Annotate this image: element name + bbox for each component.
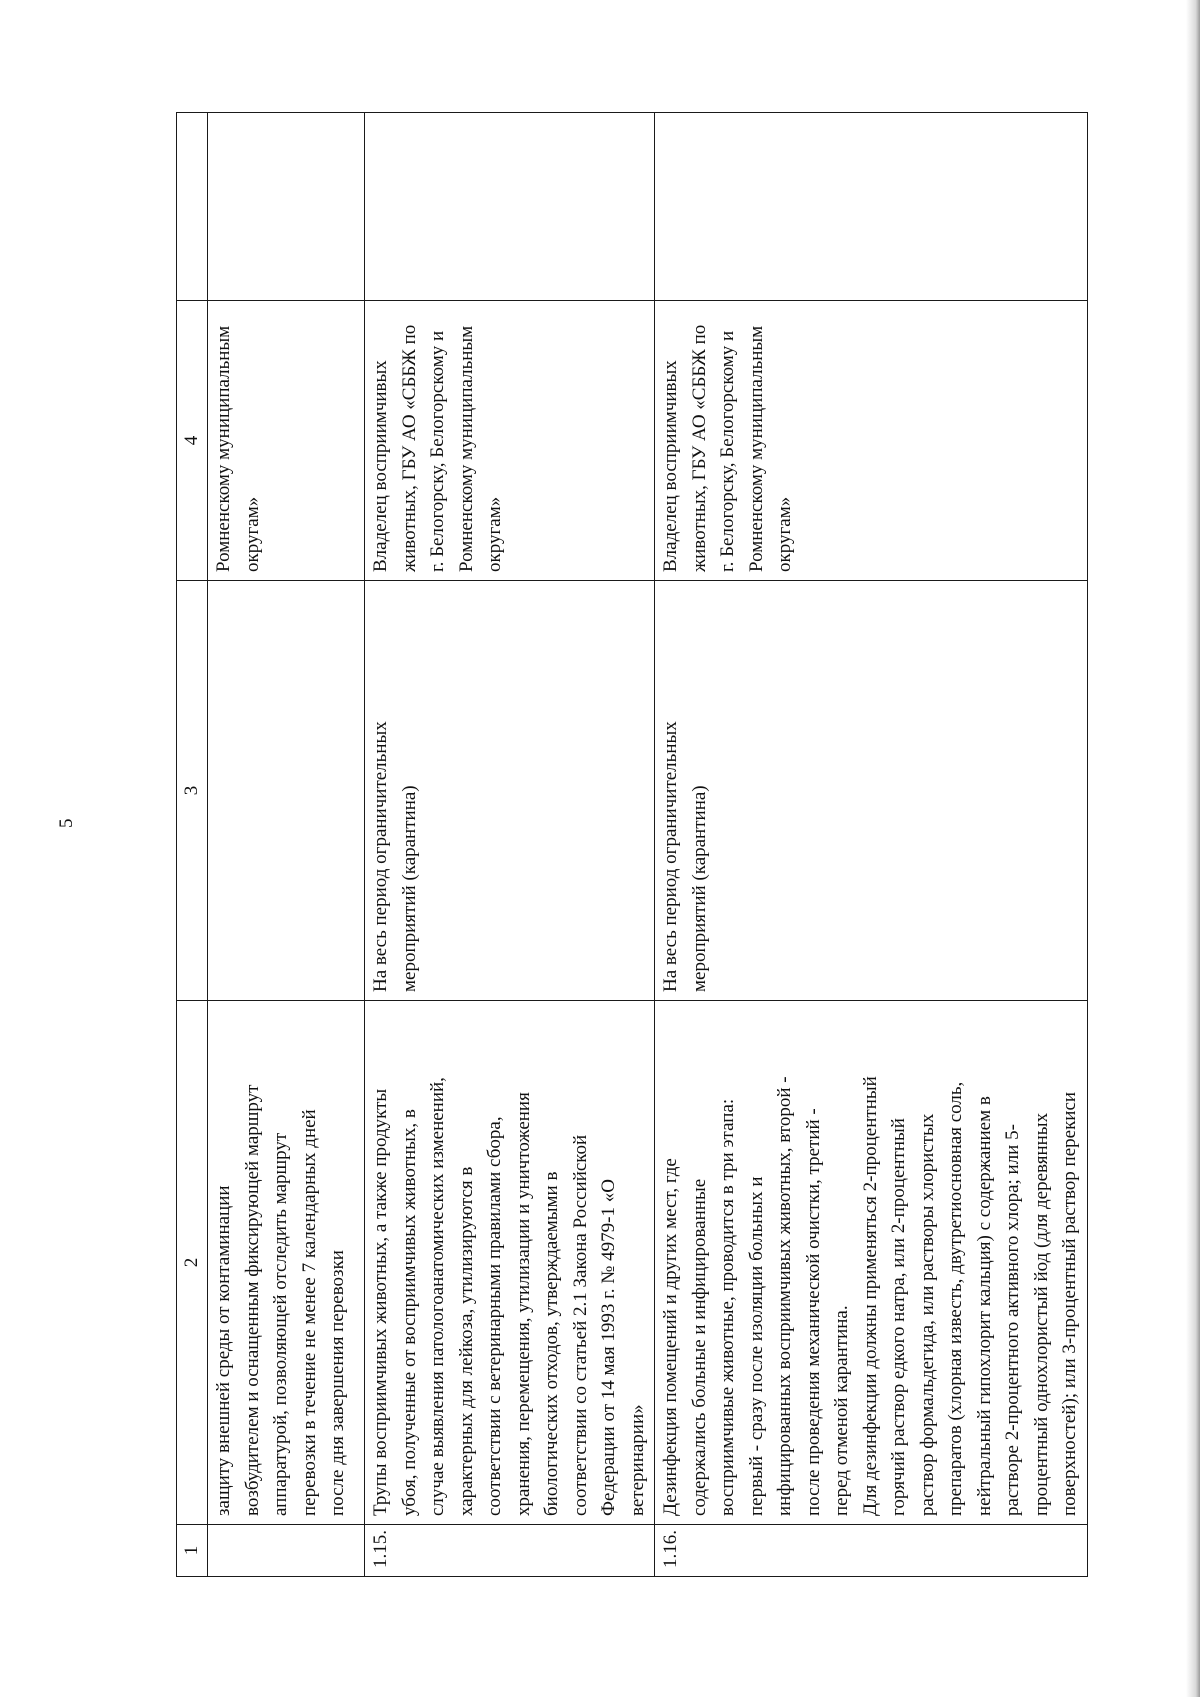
- responsible-cell: Владелец восприимчивых животных, ГБУ АО «СББЖ по г. Белогорску, Белогорскому и Ромненскому муниципальным округам»: [365, 301, 655, 581]
- column-header-2: 2: [177, 1001, 208, 1525]
- page-number: 5: [56, 818, 77, 828]
- table-row: [365, 113, 655, 1577]
- row-number: 1.15.: [365, 1525, 655, 1577]
- measures-table: [176, 112, 1088, 1577]
- measure-cell: Трупы восприимчивых животных, а также продукты убоя, полученные от восприимчивых животных, в случае выявления патологоанатомических изменений, характерных для лейкоза, утилизируются в соответствии с ветеринарными правилами сбора, хранения, перемещения, утилизации и уничтожения биологических отходов, утверждаемыми в соответствии со статьей 2.1 Закона Российской Федерации от 14 мая 1993 г. № 4979-1 «О ветеринарии»: [365, 1001, 655, 1525]
- responsible-cell: Ромненскому муниципальным округам»: [208, 301, 365, 581]
- column-header-4: 4: [177, 301, 208, 581]
- term-cell: [208, 581, 365, 1001]
- term-cell: На весь период ограничительных мероприятий (карантина): [655, 581, 1088, 1001]
- row-number: 1.16.: [655, 1525, 1088, 1577]
- term-cell: На весь период ограничительных мероприятий (карантина): [365, 581, 655, 1001]
- spacer-cell: [208, 113, 365, 301]
- table-row: [208, 113, 365, 1577]
- measure-cell: Дезинфекция помещений и других мест, где содержались больные и инфицированные восприимчивые животные, проводится в три этапа: первый - сразу после изоляции больных и инфицированных восприимчивых животных, второй - после проведения механической очистки, третий - перед отменой карантина. Для дезинфекции должны применяться 2-процентный горячий раствор едкого натра, или 2-процентный раствор формальдегида, или растворы хлористых препаратов (хлорная известь, двутретиосновная соль, нейтральный гипохлорит кальция) с содержанием в растворе 2-процентного активного хлора; или 5- процентный однохлористый йод (для деревянных поверхностей); или 3-процентный раствор перекиси: [655, 1001, 1088, 1525]
- row-number: [208, 1525, 365, 1577]
- page-edge-shadow: [1186, 0, 1200, 1697]
- measure-cell: защиту внешней среды от контаминации возбудителем и оснащенным фиксирующей маршрут аппаратурой, позволяющей отследить маршрут перевозки в течение не менее 7 календарных дней после дня завершения перевозки: [208, 1001, 365, 1525]
- column-header-3: 3: [177, 581, 208, 1001]
- rotated-table-wrapper: [176, 113, 1080, 1577]
- column-spacer: [177, 113, 208, 301]
- spacer-cell: [655, 113, 1088, 301]
- responsible-cell: Владелец восприимчивых животных, ГБУ АО «СББЖ по г. Белогорску, Белогорскому и Ромненскому муниципальным округам»: [655, 301, 1088, 581]
- spacer-cell: [365, 113, 655, 301]
- table-row: [655, 113, 1088, 1577]
- table-header-row: [177, 113, 208, 1577]
- column-header-1: 1: [177, 1525, 208, 1577]
